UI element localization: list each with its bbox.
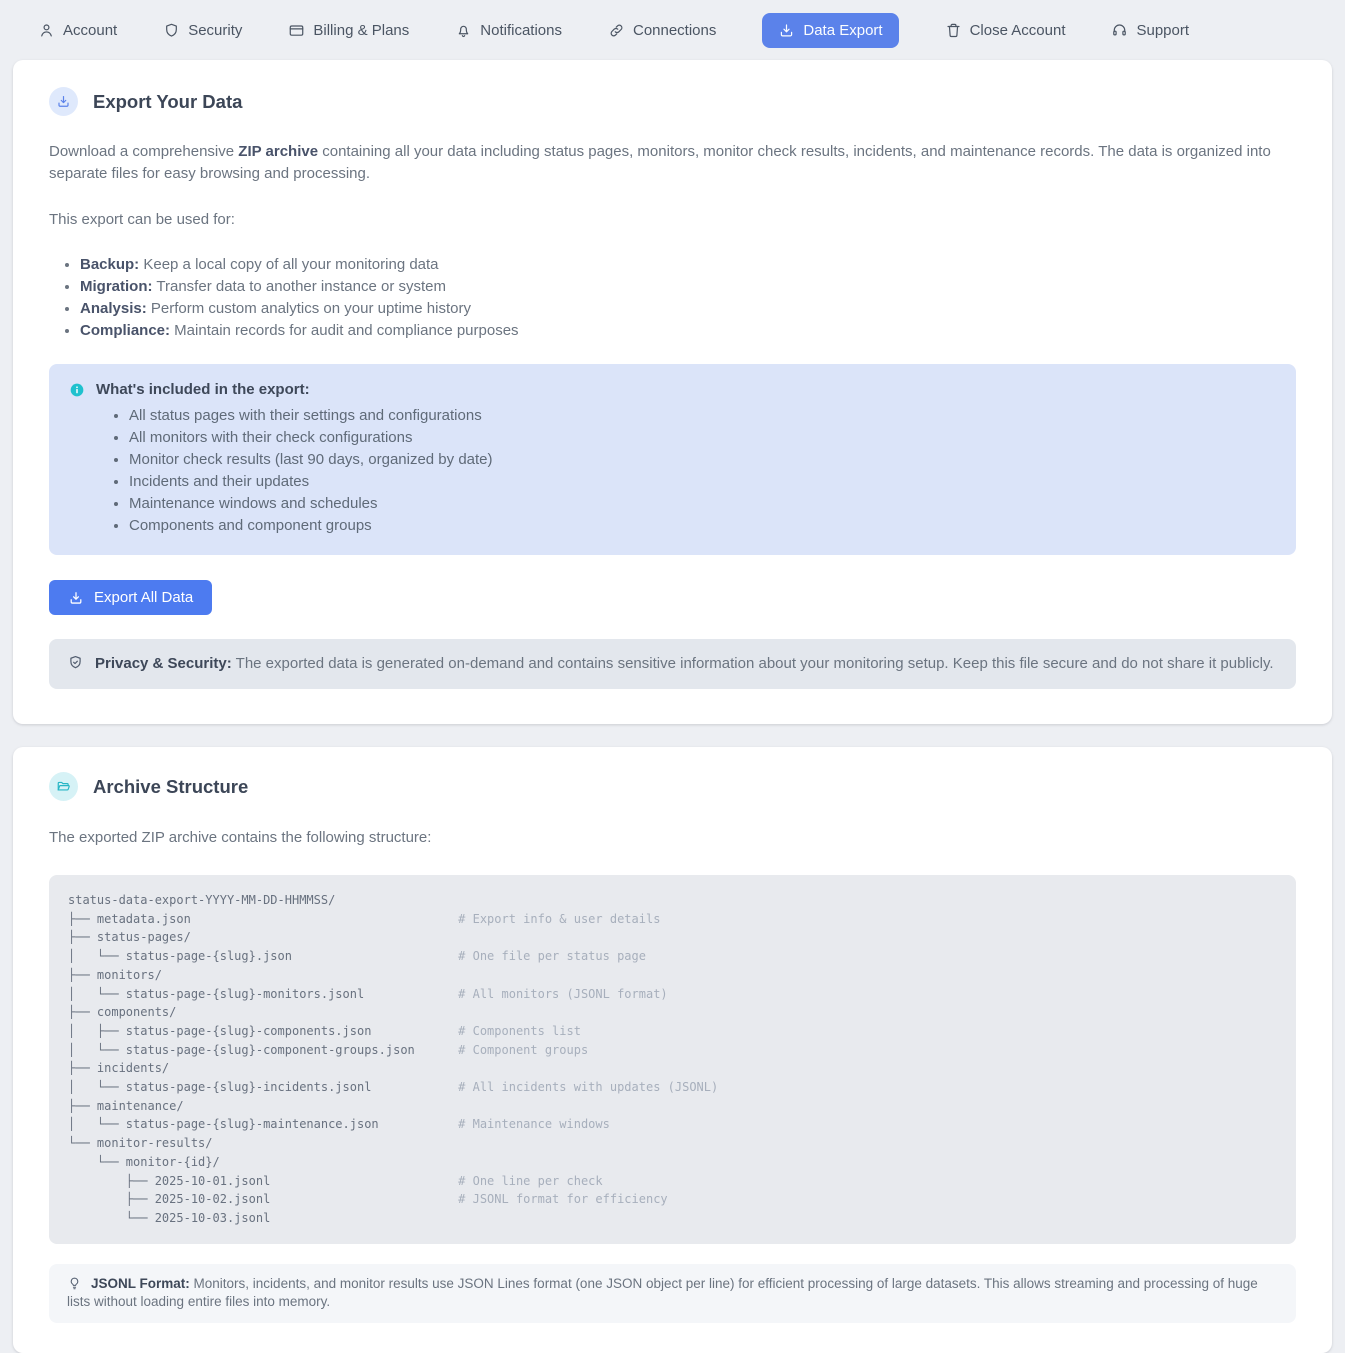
top-nav <box>0 0 1345 60</box>
nav-tab-billing-plans[interactable] <box>288 22 409 39</box>
lightbulb-icon <box>67 1276 91 1291</box>
tree-line: ├── 2025-10-02.jsonl # JSONL format for efficiency <box>68 1192 668 1207</box>
folder-icon <box>49 772 78 801</box>
included-heading: What's included in the export: <box>96 381 310 398</box>
included-item: • Maintenance windows and schedules <box>129 493 1276 515</box>
headset-icon <box>1111 22 1128 39</box>
tree-line: status-data-export-YYYY-MM-DD-HHMMSS/ <box>68 893 336 907</box>
tree-line: ├── 2025-10-01.jsonl # One line per check <box>68 1173 603 1188</box>
tree-line: │ └── status-page-{slug}-component-groups.json # Component groups <box>68 1042 589 1057</box>
included-list <box>69 405 1276 537</box>
archive-card-title: Archive Structure <box>93 775 249 797</box>
included-info-box <box>49 364 1296 555</box>
privacy-note <box>49 639 1296 689</box>
archive-tree <box>49 875 1296 1244</box>
export-all-data-button[interactable] <box>49 580 212 615</box>
jsonl-note <box>49 1264 1296 1323</box>
nav-tab-account[interactable] <box>38 22 117 39</box>
jsonl-note-text: Monitors, incidents, and monitor results use JSON Lines format (one JSON object per line) for efficient processing of large datasets. This allows streaming and processing of huge lists without loading entire files into memory. <box>67 1275 1258 1310</box>
export-uses-list <box>49 254 1296 342</box>
jsonl-note-label: JSONL Format: <box>91 1275 190 1291</box>
tree-line: ├── maintenance/ <box>68 1098 184 1113</box>
nav-tab-label: Close Account <box>969 22 1066 39</box>
included-item: • Components and component groups <box>129 515 1276 537</box>
use-item: • Compliance: Maintain records for audit and compliance purposes <box>80 320 1296 342</box>
bell-icon <box>455 22 472 39</box>
user-icon <box>38 22 55 39</box>
nav-tab-data-export[interactable] <box>762 13 898 48</box>
tree-line: │ └── status-page-{slug}-maintenance.json # Maintenance windows <box>68 1117 610 1132</box>
nav-tab-label: Support <box>1136 22 1190 39</box>
nav-tab-label: Notifications <box>480 22 562 39</box>
nav-tab-label: Billing & Plans <box>313 22 410 39</box>
tree-line: │ └── status-page-{slug}-monitors.jsonl # All monitors (JSONL format) <box>68 986 668 1001</box>
tree-line: │ ├── status-page-{slug}-components.json # Components list <box>68 1023 581 1038</box>
nav-tab-label: Data Export <box>803 22 883 39</box>
use-item: • Migration: Transfer data to another instance or system <box>80 276 1296 298</box>
tree-line: ├── components/ <box>68 1005 177 1020</box>
privacy-text: The exported data is generated on-demand and contains sensitive information about your monitoring setup. Keep this file secure and do not share it publicly. <box>235 655 1274 672</box>
nav-tab-security[interactable] <box>163 22 242 39</box>
info-icon <box>69 382 85 398</box>
tree-line: └── monitor-{id}/ <box>68 1154 220 1169</box>
nav-tab-close-account[interactable] <box>945 22 1066 39</box>
tree-line: └── 2025-10-03.jsonl <box>68 1210 271 1225</box>
tree-line: ├── monitors/ <box>68 967 162 982</box>
included-item: • Monitor check results (last 90 days, organized by date) <box>129 449 1276 471</box>
archive-intro: The exported ZIP archive contains the following structure: <box>49 829 432 846</box>
tree-line: └── monitor-results/ <box>68 1136 213 1151</box>
tree-line: ├── incidents/ <box>68 1061 170 1076</box>
included-item: • All monitors with their check configurations <box>129 427 1276 449</box>
link-icon <box>608 22 625 39</box>
nav-tab-connections[interactable] <box>608 22 716 39</box>
download-icon <box>49 87 78 116</box>
privacy-label: Privacy & Security: <box>95 655 232 672</box>
shield-check-icon <box>67 655 95 672</box>
export-card-header <box>49 87 1296 116</box>
use-item: • Backup: Keep a local copy of all your monitoring data <box>80 254 1296 276</box>
nav-tab-label: Account <box>63 22 118 39</box>
tree-line: ├── status-pages/ <box>68 930 191 945</box>
nav-tab-notifications[interactable] <box>455 22 562 39</box>
download-icon <box>778 22 795 39</box>
tree-line: │ └── status-page-{slug}.json # One file per status page <box>68 949 646 964</box>
export-card-title: Export Your Data <box>93 90 243 112</box>
archive-card-header <box>49 772 1296 801</box>
nav-tab-label: Connections <box>632 22 717 39</box>
credit-card-icon <box>288 22 305 39</box>
export-intro: Download a comprehensive ZIP archive containing all your data including status pages, monitors, monitor check results, incidents, and maintenance records. The data is organized into separate files for easy browsing and processing. <box>49 143 1271 182</box>
export-card <box>13 60 1332 724</box>
archive-card <box>13 747 1332 1353</box>
tree-line: │ └── status-page-{slug}-incidents.jsonl # All incidents with updates (JSONL) <box>68 1080 719 1095</box>
included-item: • Incidents and their updates <box>129 471 1276 493</box>
nav-tab-label: Security <box>188 22 243 39</box>
included-item: • All status pages with their settings and configurations <box>129 405 1276 427</box>
export-button-label: Export All Data <box>94 589 194 606</box>
download-icon <box>68 590 84 606</box>
nav-tab-support[interactable] <box>1111 22 1189 39</box>
tree-line: ├── metadata.json # Export info & user details <box>68 911 661 926</box>
trash-icon <box>945 22 962 39</box>
use-item: • Analysis: Perform custom analytics on your uptime history <box>80 298 1296 320</box>
export-uses-heading: This export can be used for: <box>49 211 235 228</box>
shield-icon <box>163 22 180 39</box>
